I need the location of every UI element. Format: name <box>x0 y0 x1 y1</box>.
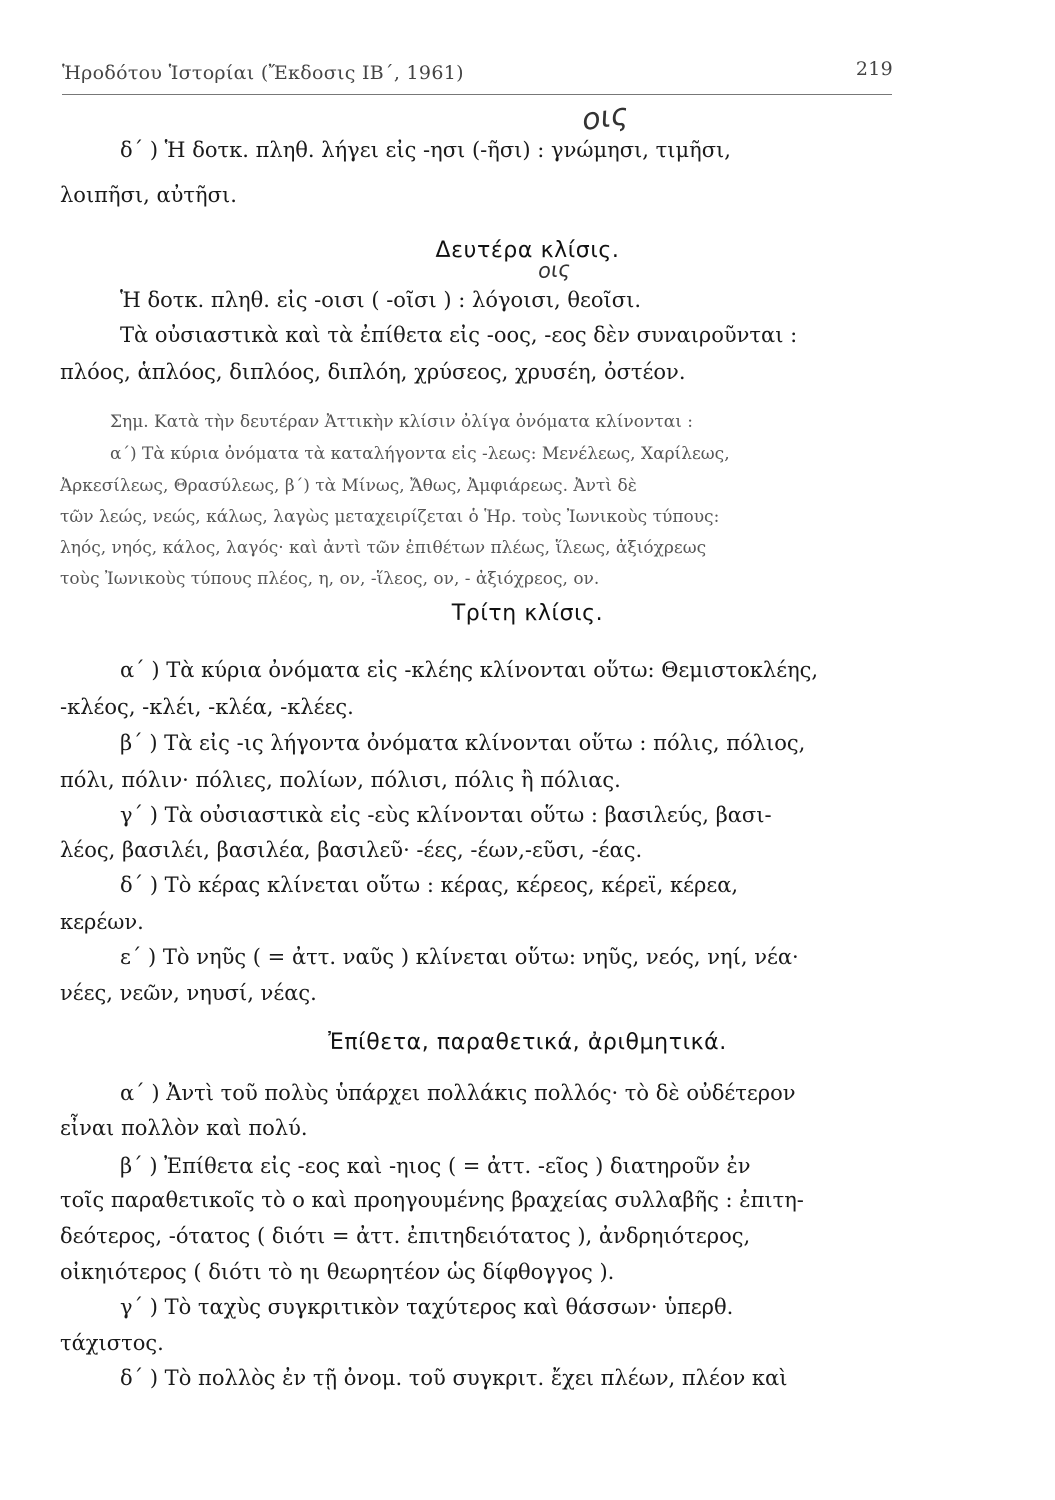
text-line: κερέων. <box>60 910 144 934</box>
text-line: λοιπῆσι, αὐτῆσι. <box>60 183 237 207</box>
text-line: γ΄ ) Τὸ ταχὺς συγκριτικὸν ταχύτερος καὶ θάσσων· ὑπερθ. <box>120 1295 734 1319</box>
section-heading: Δευτέρα κλίσις. <box>435 238 620 263</box>
handwritten-annotation: οις <box>579 96 631 139</box>
running-header: Ἡροδότου Ἱστορίαι (Ἔκδοσις ΙΒ΄, 1961) <box>62 62 464 84</box>
note-line: α΄) Τὰ κύρια ὀνόματα τὰ καταλήγοντα εἰς -λεως: Μενέλεως, Χαρίλεως, <box>110 444 730 464</box>
handwritten-annotation: οις <box>537 256 572 284</box>
section-heading: Ἐπίθετα, παραθετικά, ἀριθμητικά. <box>328 1030 727 1055</box>
note-line: ληός, νηός, κάλος, λαγός· καὶ ἀντὶ τῶν ἐπιθέτων πλέως, ἵλεως, ἀξιόχρεως <box>60 538 707 558</box>
text-line: γ΄ ) Τὰ οὐσιαστικὰ εἰς -εὺς κλίνονται οὕτω : βασιλεύς, βασι- <box>120 803 772 827</box>
text-line: πόλι, πόλιν· πόλιες, πολίων, πόλισι, πόλις ἢ πόλιας. <box>60 768 621 792</box>
text-line: νέες, νεῶν, νηυσί, νέας. <box>60 981 317 1005</box>
note-line: Ἀρκεσίλεως, Θρασύλεως, β΄) τὰ Μίνως, Ἄθως, Ἀμφιάρεως. Ἀντὶ δὲ <box>60 476 637 496</box>
header-rule <box>62 94 892 95</box>
text-line: εἶναι πολλὸν καὶ πολύ. <box>60 1116 308 1140</box>
note-line: τοὺς Ἰωνικοὺς τύπους πλέος, η, ον, -ἵλεος, ον, - ἀξιόχρεος, ον. <box>60 569 600 589</box>
note-line: τῶν λεώς, νεώς, κάλως, λαγὼς μεταχειρίζεται ὁ Ἡρ. τοὺς Ἰωνικοὺς τύπους: <box>60 507 720 527</box>
text-line: Τὰ οὐσιαστικὰ καὶ τὰ ἐπίθετα εἰς -οος, -εος δὲν συναιροῦνται : <box>120 323 798 347</box>
text-line: α΄ ) Ἀντὶ τοῦ πολὺς ὑπάρχει πολλάκις πολλός· τὸ δὲ οὐδέτερον <box>120 1081 796 1105</box>
text-line: δεότερος, -ότατος ( διότι = ἀττ. ἐπιτηδειότατος ), ἀνδρηιότερος, <box>60 1224 751 1248</box>
text-line: δ΄ ) Ἡ δοτκ. πληθ. λήγει εἰς -ησι (-ῆσι) : γνώμησι, τιμῆσι, <box>120 138 731 162</box>
text-line: -κλέος, -κλέι, -κλέα, -κλέες. <box>60 695 354 719</box>
text-line: β΄ ) Τὰ εἰς -ις λήγοντα ὀνόματα κλίνονται οὕτω : πόλις, πόλιος, <box>120 731 806 755</box>
text-line: α΄ ) Τὰ κύρια ὀνόματα εἰς -κλέης κλίνονται οὕτω: Θεμιστοκλέης, <box>120 658 819 682</box>
text-line: λέος, βασιλέι, βασιλέα, βασιλεῦ· -έες, -έων,-εῦσι, -έας. <box>60 838 643 862</box>
text-line: τοῖς παραθετικοῖς τὸ ο καὶ προηγουμένης βραχείας συλλαβῆς : ἐπιτη- <box>60 1188 804 1212</box>
text-line: δ΄ ) Τὸ πολλὸς ἐν τῇ ὀνομ. τοῦ συγκριτ. ἔχει πλέων, πλέον καὶ <box>120 1366 788 1390</box>
note-line: Σημ. Κατὰ τὴν δευτέραν Ἀττικὴν κλίσιν ὀλίγα ὀνόματα κλίνονται : <box>110 412 694 432</box>
text-line: ε΄ ) Τὸ νηῦς ( = ἀττ. ναῦς ) κλίνεται οὕτω: νηῦς, νεός, νηί, νέα· <box>120 945 799 969</box>
text-line: πλόος, ἁπλόος, διπλόος, διπλόη, χρύσεος, χρυσέη, ὀστέον. <box>60 360 686 384</box>
text-line: οἰκηιότερος ( διότι τὸ ηι θεωρητέον ὡς δίφθογγος ). <box>60 1260 615 1284</box>
section-heading: Τρίτη κλίσις. <box>451 601 604 626</box>
text-line: β΄ ) Ἐπίθετα εἰς -εος καὶ -ηιος ( = ἀττ. -εῖος ) διατηροῦν ἐν <box>120 1154 751 1178</box>
page-number: 219 <box>855 58 893 80</box>
text-line: δ΄ ) Τὸ κέρας κλίνεται οὕτω : κέρας, κέρεος, κέρεϊ, κέρεα, <box>120 873 739 897</box>
text-line: τάχιστος. <box>60 1331 164 1355</box>
text-line: Ἡ δοτκ. πληθ. εἰς -οισι ( -οῖσι ) : λόγοισι, θεοῖσι. <box>120 288 641 312</box>
